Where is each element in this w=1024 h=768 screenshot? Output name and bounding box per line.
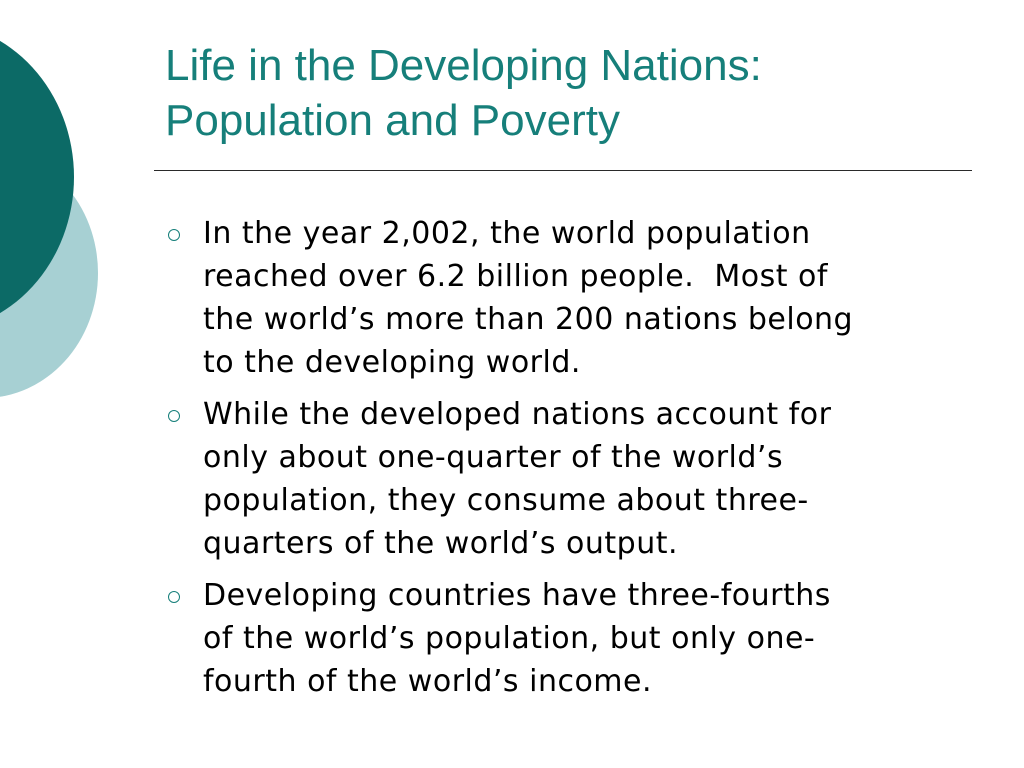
bullet-item <box>165 574 965 703</box>
bullet-line: population, they consume about three- <box>203 483 809 518</box>
hollow-circle-icon <box>168 229 180 241</box>
slide-title-line: Population and Poverty <box>165 96 620 145</box>
bullet-line: reached over 6.2 billion people. Most of <box>203 259 828 294</box>
bullet-text <box>203 212 965 384</box>
bullet-item <box>165 212 965 384</box>
bullet-text <box>203 393 965 565</box>
bullet-line: of the world’s population, but only one- <box>203 621 816 656</box>
bullet-line: In the year 2,002, the world population <box>203 216 811 251</box>
bullet-line: only about one-quarter of the world’s <box>203 440 784 475</box>
bullet-line: quarters of the world’s output. <box>203 526 679 561</box>
bullet-line: While the developed nations account for <box>203 397 832 432</box>
bullet-line: to the developing world. <box>203 345 581 380</box>
bullet-line: fourth of the world’s income. <box>203 664 653 699</box>
bullet-item <box>165 393 965 565</box>
hollow-circle-icon <box>168 591 180 603</box>
bullet-line: Developing countries have three-fourths <box>203 578 831 613</box>
slide-title-line: Life in the Developing Nations: <box>165 41 762 90</box>
bullet-text <box>203 574 965 703</box>
bullet-line: the world’s more than 200 nations belong <box>203 302 854 337</box>
slide-title <box>165 38 985 148</box>
bullet-list <box>165 212 965 712</box>
title-divider <box>154 170 972 171</box>
hollow-circle-icon <box>168 410 180 422</box>
